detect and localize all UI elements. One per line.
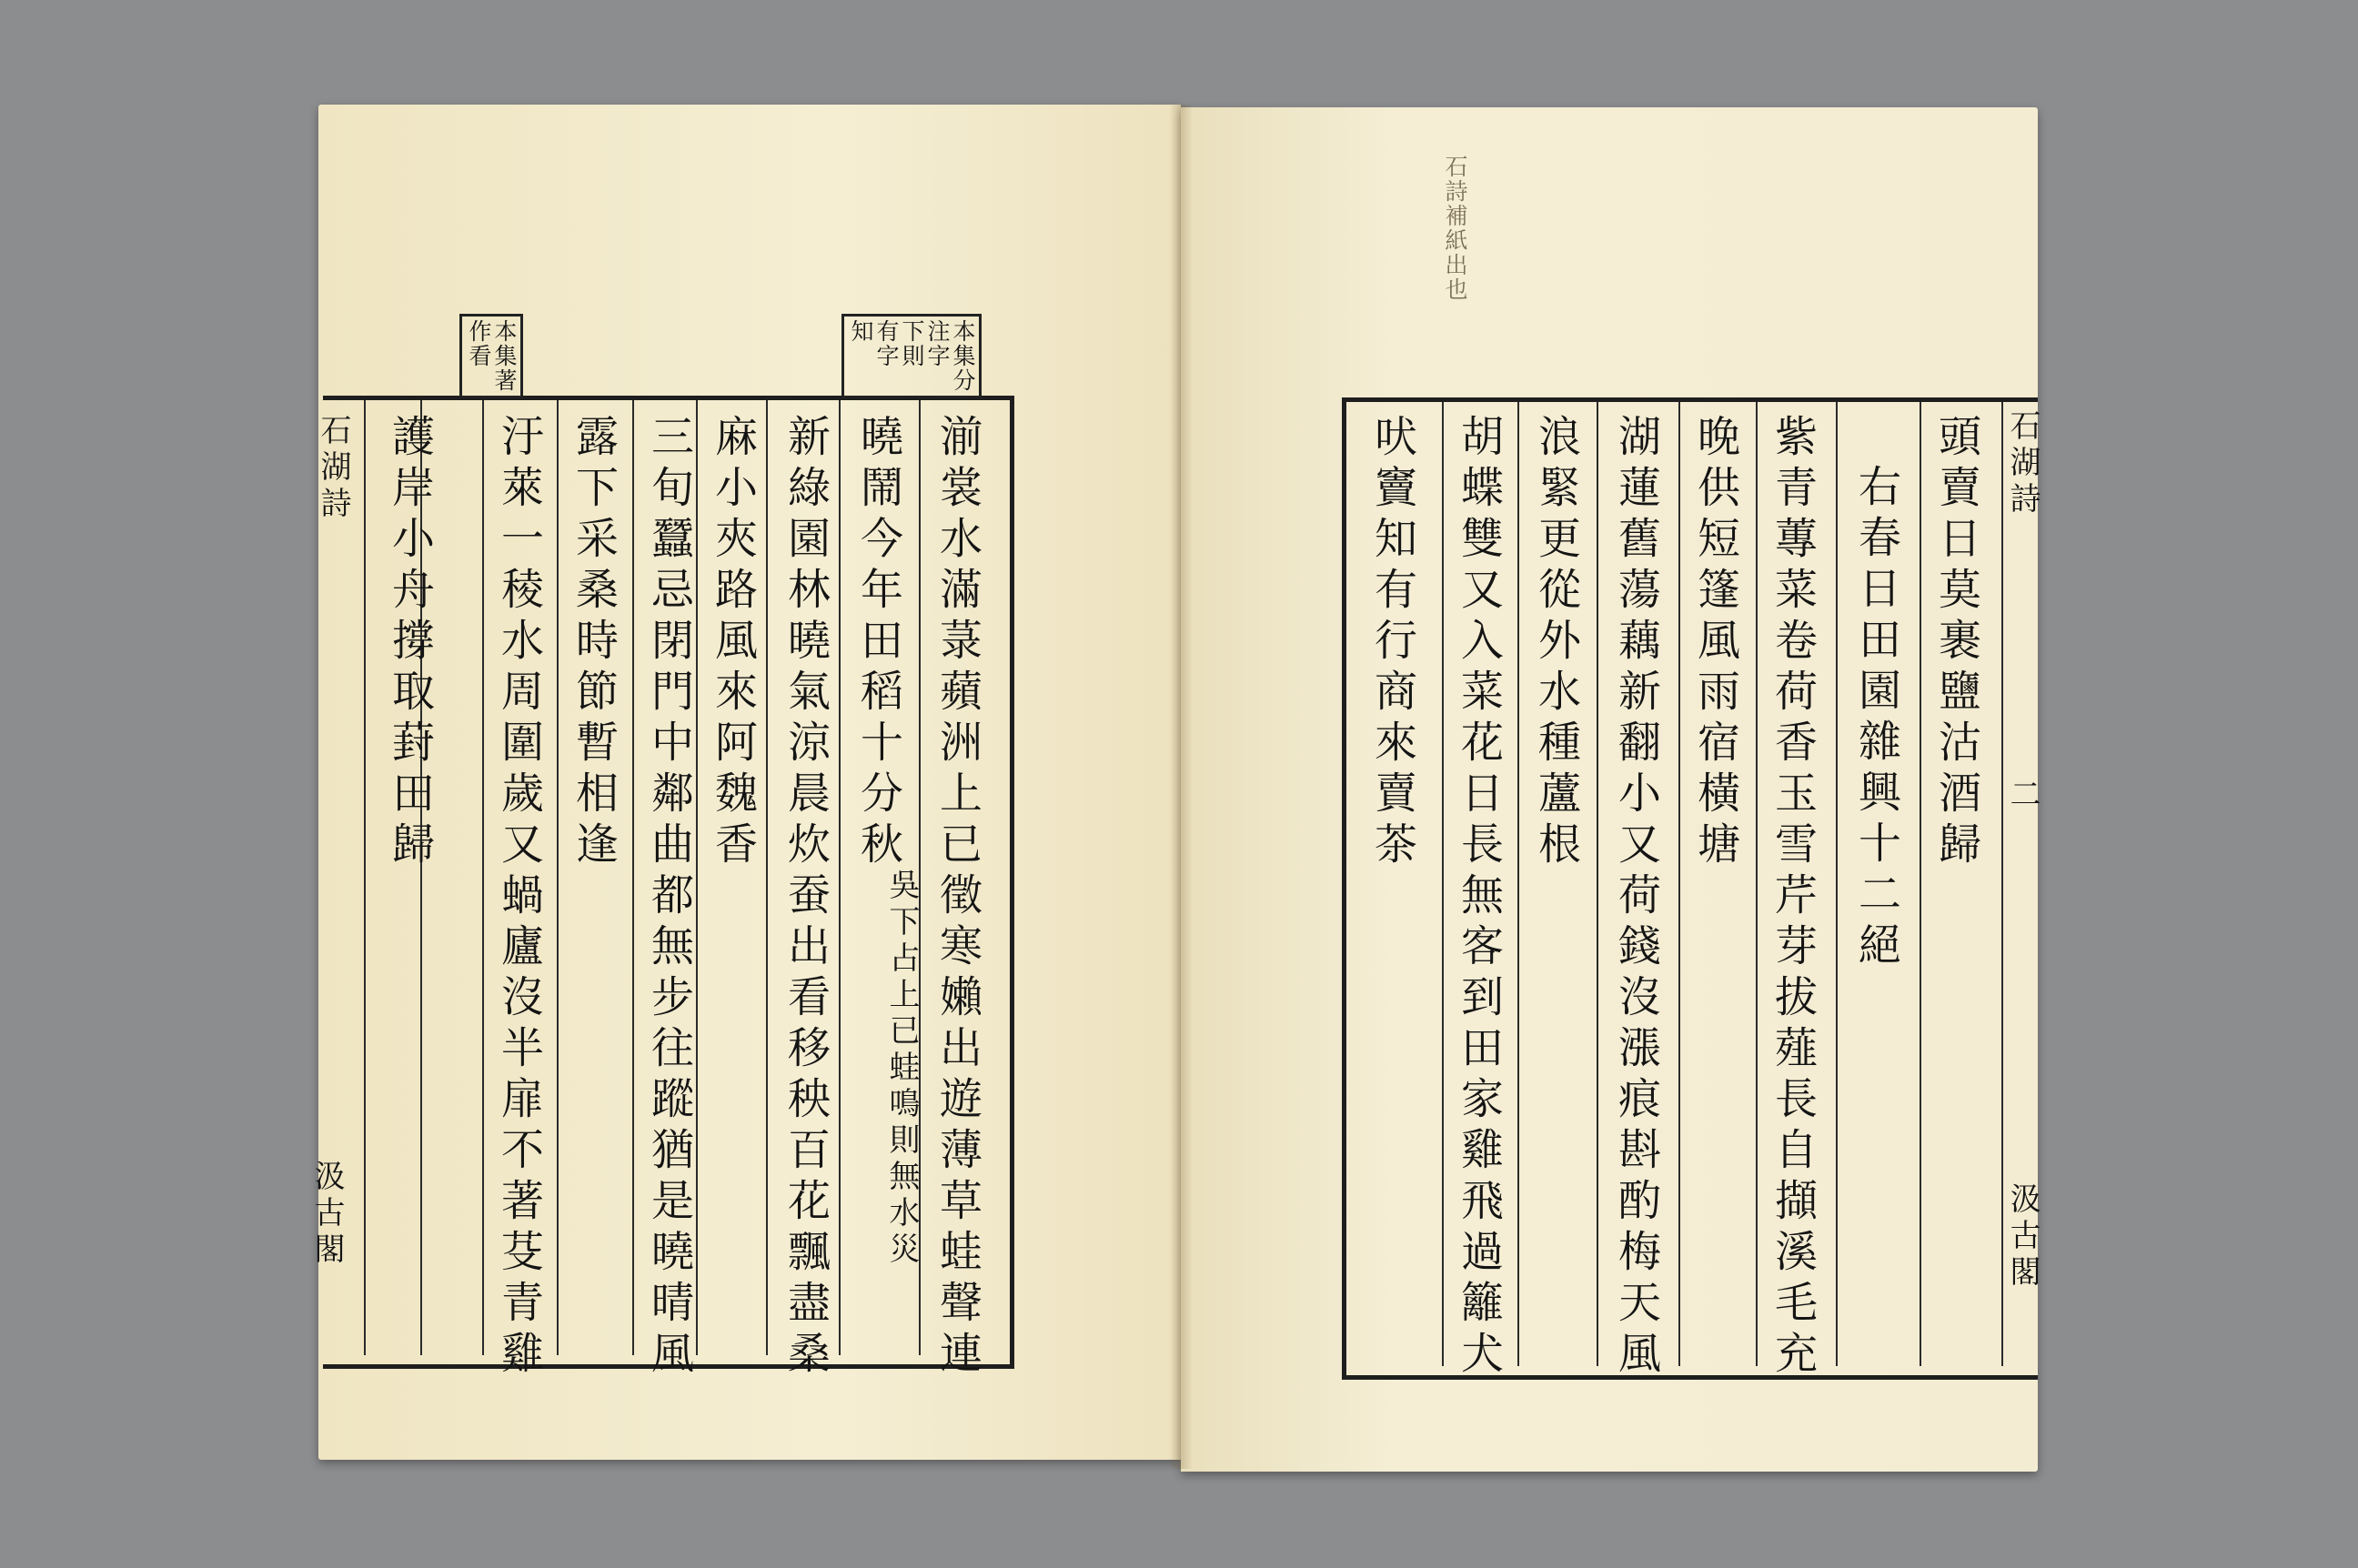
- margin-title: 石湖詩: [315, 414, 351, 523]
- column-divider: [1756, 402, 1758, 1366]
- column-divider: [557, 400, 559, 1355]
- column-divider: [839, 400, 841, 1355]
- text-column: 湖蓮舊蕩藕新翻小又荷錢沒漲痕斟酌梅天風: [1611, 414, 1661, 1382]
- text-column: 紫青蓴菜卷荷香玉雪芹芽拔薤長自擷溪毛充: [1768, 414, 1818, 1382]
- text-column: 吠竇知有行商來賣茶: [1367, 414, 1417, 872]
- faint-note: 石詩補紙出也: [1442, 155, 1468, 302]
- text-column: 晚供短篷風雨宿橫塘: [1690, 414, 1740, 872]
- note-line: 本集著: [491, 319, 518, 393]
- text-column: 汙萊一稜水周圍歲又蝸廬沒半扉不著芟青雞: [494, 414, 544, 1382]
- page-number: 二: [2004, 778, 2041, 814]
- column-divider: [482, 400, 484, 1355]
- top-note-box: [841, 314, 982, 398]
- column-divider: [1678, 402, 1680, 1366]
- text-column: 浪緊更從外水種蘆根: [1531, 414, 1581, 872]
- book-gutter: [1169, 105, 1193, 1469]
- column-divider: [632, 400, 634, 1355]
- text-column: 曉鬧今年田稻十分秋: [853, 414, 903, 872]
- column-divider: [1836, 402, 1838, 1366]
- column-divider: [1920, 402, 1921, 1366]
- note-line: 作看: [466, 319, 492, 368]
- text-column: 湔裳水滿菉蘋洲上已徵寒嬾出遊薄草蛙聲連: [932, 414, 982, 1382]
- note-line: 注字: [924, 319, 951, 368]
- publisher-mark: 汲古閣: [308, 1160, 345, 1269]
- inline-annotation: 吳下占上已蛙鳴則無水災: [883, 869, 920, 1269]
- text-column: 頭賣日莫裹鹽沽酒歸: [1931, 414, 1981, 872]
- text-column: 三旬蠶忌閉門中鄰曲都無步往蹤猶是曉晴風: [644, 414, 694, 1382]
- column-divider: [364, 400, 366, 1355]
- publisher-mark: 汲古閣: [2004, 1182, 2041, 1292]
- text-column: 露下采桑時節暫相逢: [569, 414, 619, 872]
- column-divider: [1517, 402, 1519, 1366]
- column-divider: [1442, 402, 1444, 1366]
- column-divider: [696, 400, 698, 1355]
- column-divider: [766, 400, 768, 1355]
- top-note-box: [459, 314, 523, 398]
- text-column: 胡蝶雙又入菜花日長無客到田家雞飛過籬犬: [1454, 414, 1504, 1382]
- note-line: 有字: [873, 319, 900, 368]
- text-column: 護岸小舟撐取葑田歸: [385, 414, 435, 872]
- note-line: 本集分: [950, 319, 976, 393]
- text-column: 新綠園林曉氣涼晨炊蚕出看移秧百花飄盡桑: [781, 414, 831, 1382]
- text-column: 麻小夾路風來阿魏香: [708, 414, 758, 872]
- note-line: 知: [848, 319, 874, 344]
- section-heading: 右春日田園雜興十二絕: [1851, 464, 1901, 973]
- note-line: 下則: [899, 319, 925, 368]
- column-divider: [1597, 402, 1598, 1366]
- margin-title: 石湖詩: [2004, 409, 2041, 518]
